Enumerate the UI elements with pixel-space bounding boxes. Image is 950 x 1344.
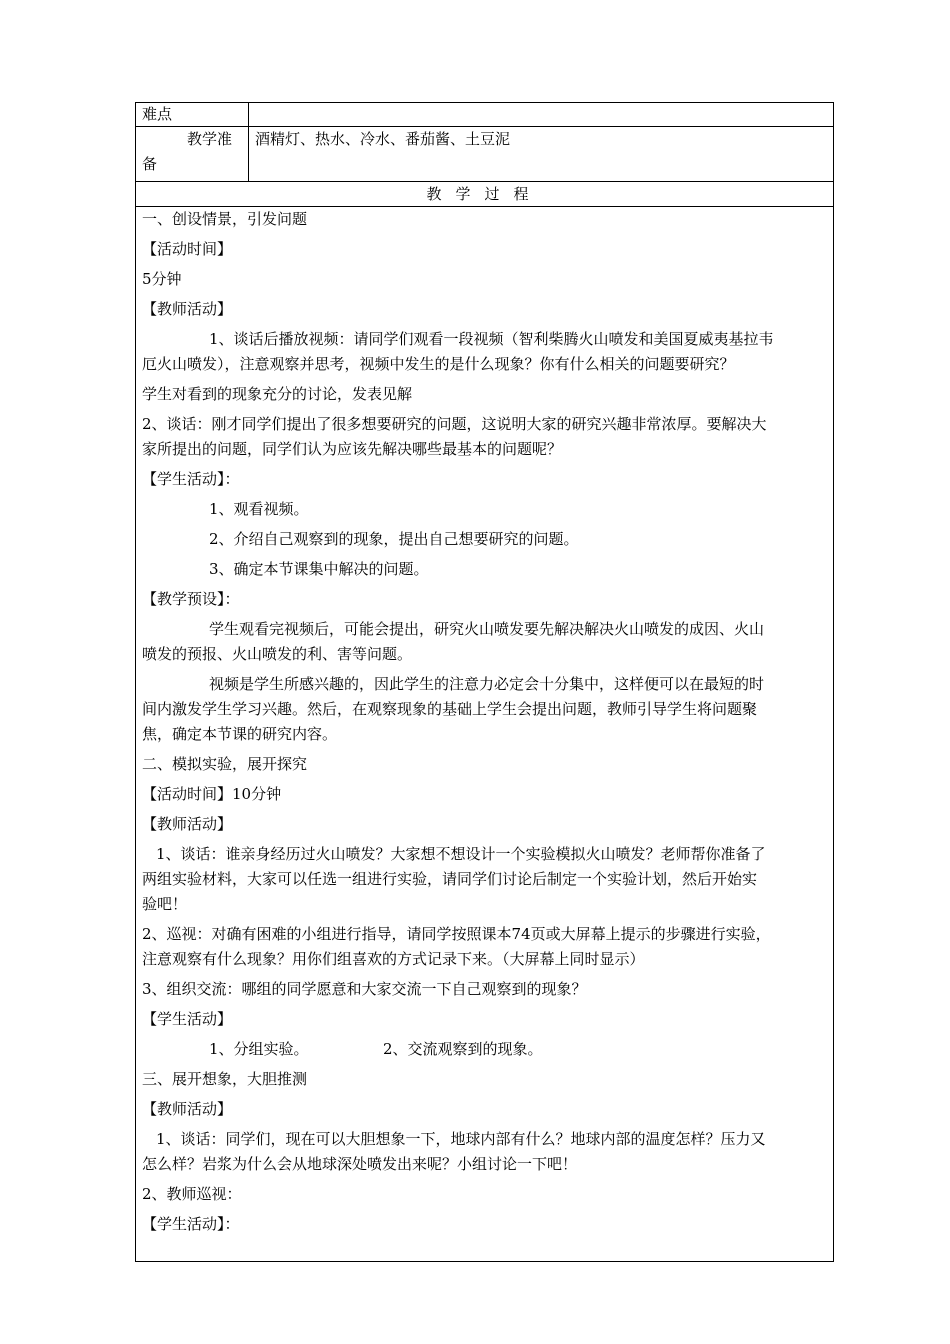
- process-title-row: [136, 182, 834, 207]
- text-line: 2、巡视：对确有困难的小组进行指导，请同学按照课本74页或大屏幕上提示的步骤进行实验，: [142, 925, 771, 943]
- section2-teacher-item1: [142, 842, 827, 917]
- section2-student-items: [142, 1037, 827, 1062]
- preparation-label-line1: 教学准: [187, 130, 233, 148]
- preparation-label-line2: 备: [142, 155, 158, 173]
- preparation-label: [136, 127, 249, 182]
- lesson-plan-table: [135, 102, 834, 1262]
- section1-preset-para2: [142, 672, 827, 747]
- section1-student-label: 【学生活动】：: [142, 470, 240, 488]
- process-body-row: [136, 207, 834, 1262]
- section2-time: 【活动时间】10分钟: [142, 785, 282, 803]
- section1-student-item1: 1、观看视频。: [209, 500, 309, 518]
- text-line: 1、谈话后播放视频：请同学们观看一段视频（智利柴腾火山喷发和美国夏威夷基拉韦: [209, 330, 774, 348]
- text-line: 喷发的预报、火山喷发的利、害等问题。: [142, 645, 413, 663]
- section3-student-label: 【学生活动】：: [142, 1215, 240, 1233]
- section1-teacher-label: 【教师活动】: [142, 300, 233, 318]
- text-line: 间内激发学生学习兴趣。然后，在观察现象的基础上学生会提出问题，教师引导学生将问题聚: [142, 700, 758, 718]
- section2-student-item2: 2、交流观察到的现象。: [383, 1040, 543, 1058]
- preparation-value: 酒精灯、热水、冷水、番茄酱、土豆泥: [249, 127, 834, 182]
- section2-teacher-item3: 3、组织交流：哪组的同学愿意和大家交流一下自己观察到的现象？: [142, 980, 587, 998]
- section1-teacher-item2: [142, 412, 827, 462]
- text-line: 1、谈话：谁亲身经历过火山喷发？大家想不想设计一个实验模拟火山喷发？老师帮你准备了: [156, 845, 766, 863]
- section2-student-label: 【学生活动】: [142, 1010, 233, 1028]
- section1-student-item3: 3、确定本节课集中解决的问题。: [209, 560, 429, 578]
- process-body: [136, 207, 834, 1262]
- preparation-row: [136, 127, 834, 182]
- section1-preset-para1: [142, 617, 827, 667]
- text-line: 怎么样？岩浆为什么会从地球深处喷发出来呢？小组讨论一下吧！: [142, 1155, 578, 1173]
- text-line: 焦，确定本节课的研究内容。: [142, 725, 338, 743]
- difficulty-row: [136, 103, 834, 127]
- text-line: 注意观察有什么现象？用你们组喜欢的方式记录下来。（大屏幕上同时显示）: [142, 950, 645, 968]
- section2-student-item1: 1、分组实验。: [209, 1040, 309, 1058]
- section2-title: 二、模拟实验，展开探究: [142, 755, 308, 773]
- section1-teacher-item1: [142, 327, 827, 377]
- section3-teacher-item2: 2、教师巡视：: [142, 1185, 242, 1203]
- section1-teacher-note: 学生对看到的现象充分的讨论，发表见解: [142, 385, 413, 403]
- section2-teacher-label: 【教师活动】: [142, 815, 233, 833]
- text-line: 视频是学生所感兴趣的，因此学生的注意力必定会十分集中，这样便可以在最短的时: [209, 675, 765, 693]
- text-line: 学生观看完视频后，可能会提出，研究火山喷发要先解决解决火山喷发的成因、火山: [209, 620, 765, 638]
- section2-teacher-item2: [142, 922, 827, 972]
- text-line: 验吧！: [142, 895, 188, 913]
- process-title: 教学过程: [136, 182, 834, 207]
- section3-teacher-item1: [142, 1127, 827, 1177]
- difficulty-label: 难点: [136, 103, 249, 127]
- section1-time-label: 【活动时间】: [142, 240, 233, 258]
- text-line: 家所提出的问题，同学们认为应该先解决哪些最基本的问题呢？: [142, 440, 563, 458]
- section1-preset-label: 【教学预设】：: [142, 590, 240, 608]
- difficulty-value: [249, 103, 834, 127]
- section3-teacher-label: 【教师活动】: [142, 1100, 233, 1118]
- text-line: 1、谈话：同学们，现在可以大胆想象一下，地球内部有什么？地球内部的温度怎样？压力又: [156, 1130, 766, 1148]
- section1-student-item2: 2、介绍自己观察到的现象，提出自己想要研究的问题。: [209, 530, 579, 548]
- section1-title: 一、创设情景，引发问题: [142, 210, 308, 228]
- text-line: 2、谈话：刚才同学们提出了很多想要研究的问题，这说明大家的研究兴趣非常浓厚。要解决大: [142, 415, 767, 433]
- text-line: 厄火山喷发），注意观察并思考，视频中发生的是什么现象？你有什么相关的问题要研究？: [142, 355, 735, 373]
- text-line: 两组实验材料，大家可以任选一组进行实验，请同学们讨论后制定一个实验计划，然后开始实: [142, 870, 758, 888]
- section3-title: 三、展开想象，大胆推测: [142, 1070, 308, 1088]
- section1-time-value: 5分钟: [142, 270, 182, 288]
